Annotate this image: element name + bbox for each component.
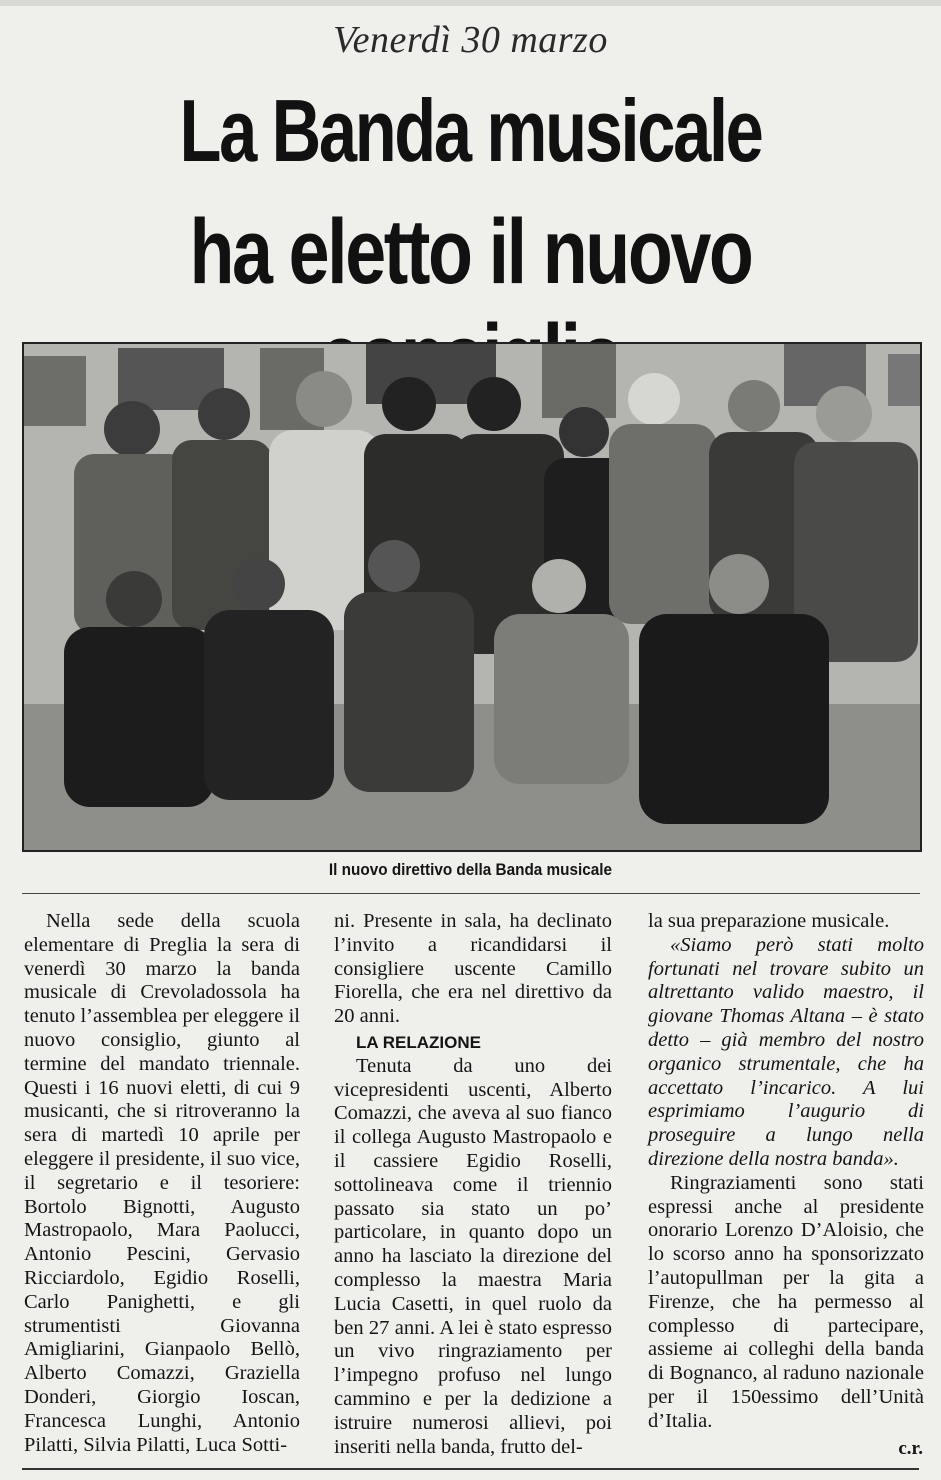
column-2-text-a: ni. Presente in sala, ha declinato l’invito a ricandidarsi il consigliere uscente Camillo Fiorella, che era nel direttivo da 20 anni.	[334, 910, 612, 1028]
author-signature: c.r.	[898, 1438, 923, 1459]
quote-paragraph: «Siamo però stati molto fortunati nel trovare subito un altrettanto valido maestro, il giovane Thomas Altana – è stato detto – già membro del nostro organico strumentale, che ha accettato l’incarico. A lui esprimiamo l’augurio di proseguire a lungo nella direzione della nostra banda».	[648, 933, 924, 1170]
column-3-text-c: Ringraziamenti sono stati espressi anche al presidente onorario Lorenzo D’Aloisio, che lo scorso anno ha sponsorizzato l’autopullman per la gita a Firenze, che ha permesso al complesso di partecipare, assieme ai colleghi della banda di Bognanco, al raduno nazionale per il 150essimo dell’Unità d’Italia.	[648, 1171, 924, 1432]
page-bottom-border	[22, 1468, 919, 1470]
headline-line-2: ha eletto il nuovo	[189, 201, 752, 303]
page-top-border	[0, 0, 941, 6]
column-2-text-b: Tenuta da uno dei vicepresidenti uscenti, Alberto Comazzi, che aveva al suo fianco il collega Augusto Mastropaolo e il cassiere Egidio Roselli, sottolineava come il triennio passato sia stato un po’ particolare, in quanto dopo un anno ha lasciato la direzione del complesso la maestra Maria Lucia Casetti, in quel ruolo da ben 27 anni. A lei è stato espresso un vivo ringraziamento per l’impegno profuso nel lungo cammino e per la dedizione a istruire numerosi allievi, poi inseriti nella banda, frutto del-	[334, 1054, 612, 1458]
caption-divider	[22, 893, 920, 894]
date-line: Venerdì 30 marzo	[333, 19, 608, 61]
article-column-3	[648, 910, 924, 1434]
subheading: LA RELAZIONE	[356, 1032, 481, 1052]
article-column-2	[334, 910, 612, 1459]
photo-caption: Il nuovo direttivo della Banda musicale	[328, 860, 613, 879]
group-photo-icon	[24, 344, 920, 850]
column-3-text-a: la sua preparazione musicale.	[648, 910, 890, 932]
headline-line-1: La Banda musicale	[179, 81, 762, 180]
column-1-text: Nella sede della scuola elementare di Preglia la sera di venerdì 30 marzo la banda musicale di Crevoladossola ha tenuto l’assemblea per eleggere il nuovo consiglio, giunto al termine del mandato triennale. Questi i 16 nuovi eletti, di cui 9 musicanti, che si ritroveranno la sera di martedì 10 aprile per eleggere il presidente, il suo vice, il segretario e il tesoriere: Bortolo Bignotti, Augusto Mastropaolo, Mara Paolucci, Antonio Pescini, Gervasio Ricciardolo, Egidio Roselli, Carlo Panighetti, e gli strumentisti Giovanna Amigliarini, Gianpaolo Bellò, Alberto Comazzi, Graziella Donderi, Giorgio Ioscan, Francesca Lunghi, Antonio Pilatti, Silvia Pilatti, Luca Sotti-	[24, 910, 300, 1456]
article-column-1	[24, 910, 300, 1457]
group-photo	[22, 342, 922, 852]
